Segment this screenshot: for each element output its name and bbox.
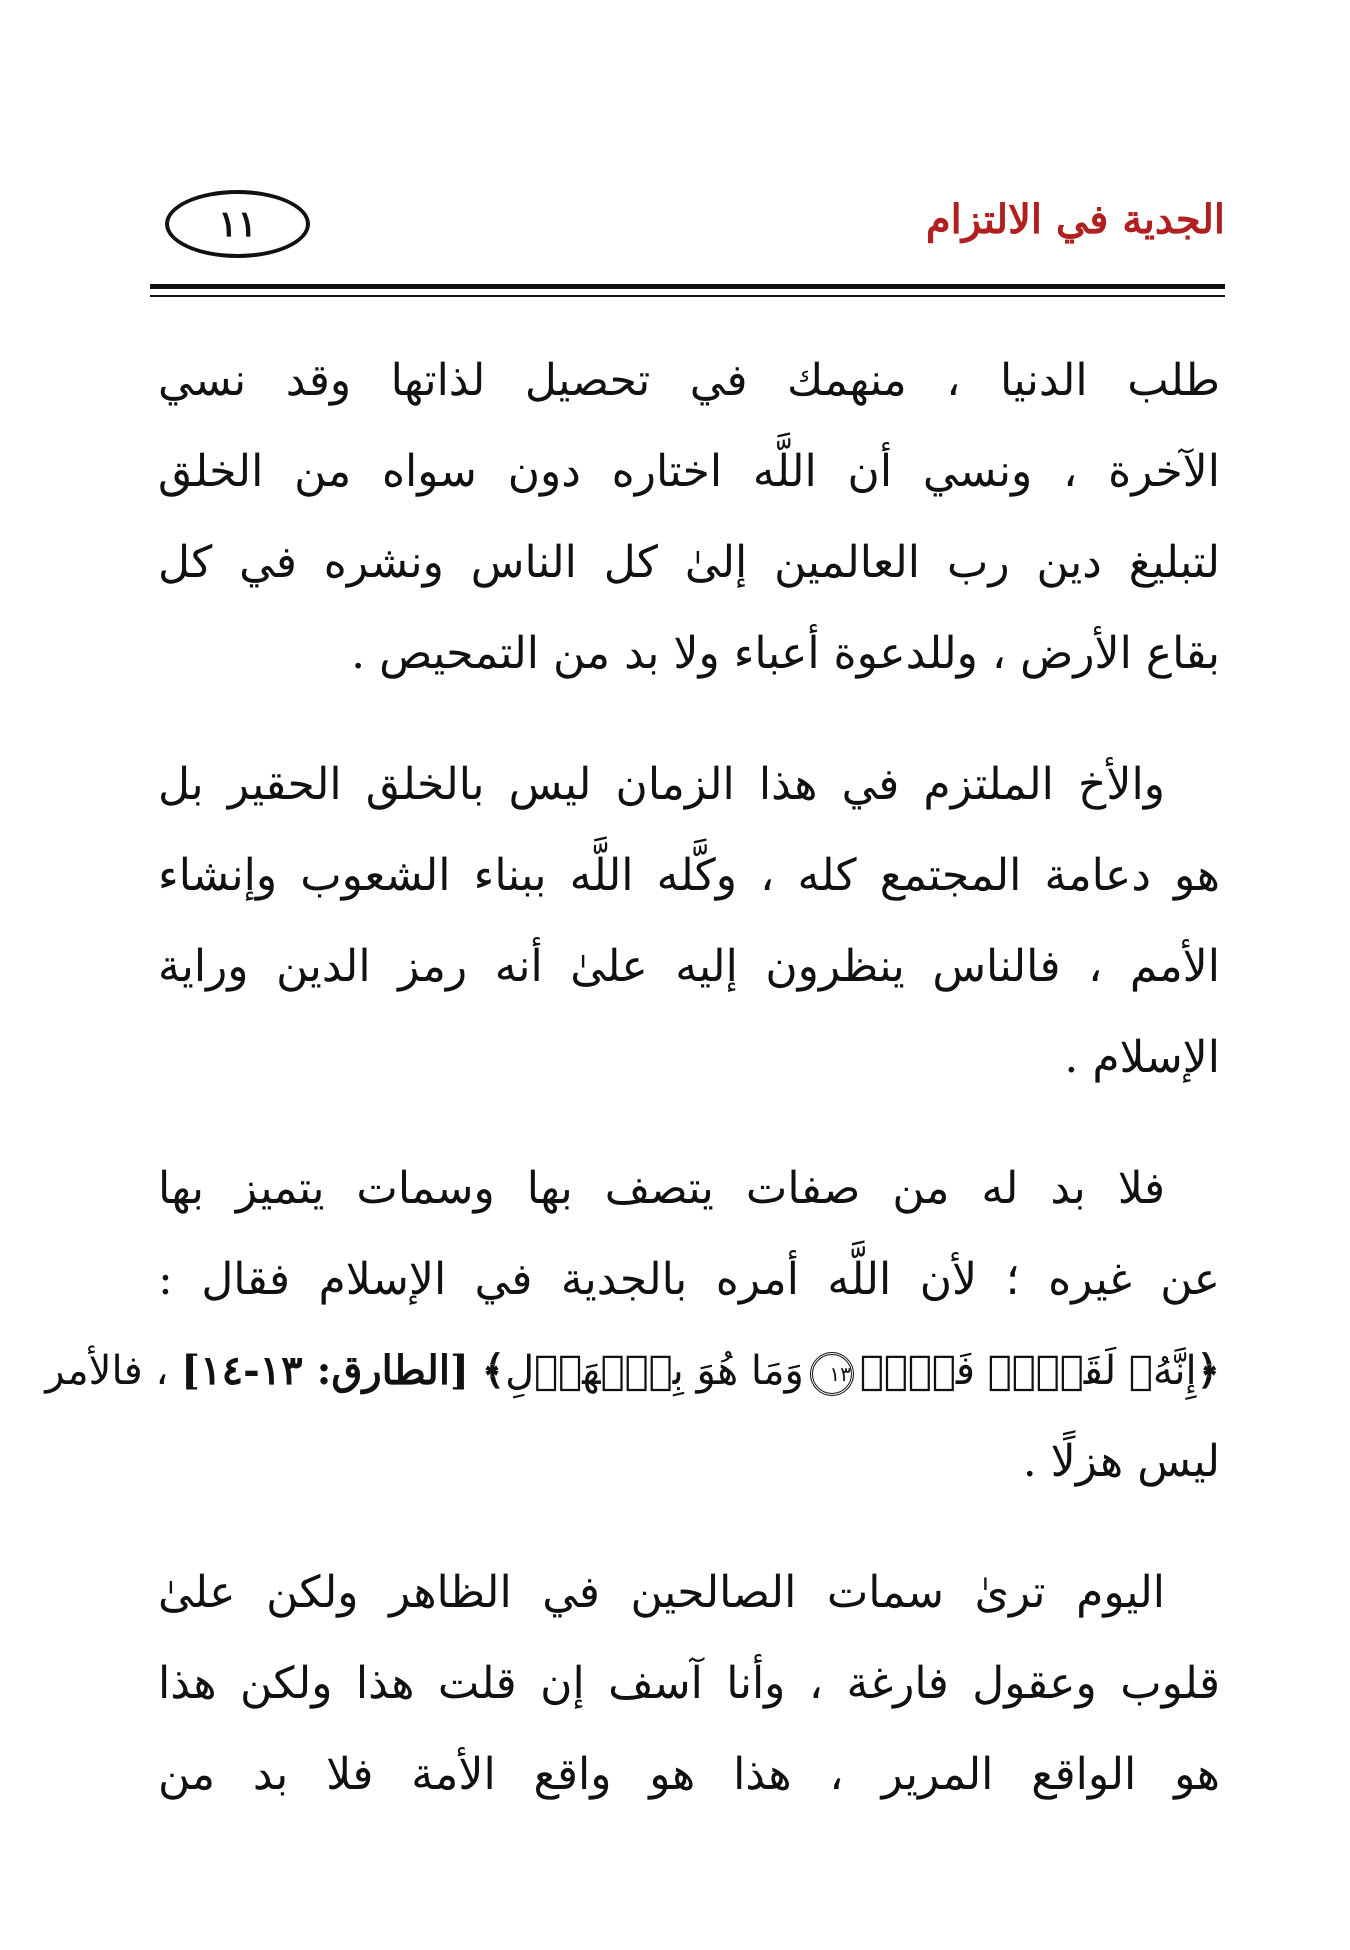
text-line: والأخ الملتزم في هذا الزمان ليس بالخلق الحقير بل	[158, 759, 1165, 810]
text-line: فلا بد له من صفات يتصف بها وسمات يتميز بها	[158, 1163, 1165, 1214]
header-rule-thick	[150, 284, 1225, 289]
text-line: هو الواقع المرير ، هذا هو واقع الأمة فلا بد من	[158, 1749, 1220, 1800]
text-line: ليس هزلًا .	[1022, 1436, 1220, 1487]
quran-verse-line	[45, 1325, 1220, 1416]
body-text	[45, 335, 1220, 1860]
text-line: قلوب وعقول فارغة ، وأنا آسف إن قلت هذا ولكن هذا	[158, 1658, 1220, 1709]
paragraph-4	[158, 1547, 1220, 1820]
verse-part-1: إِنَّهُۥ لَقَوۡلٞ فَصۡلٞ	[859, 1348, 1197, 1394]
text-line: اليوم ترىٰ سمات الصالحين في الظاهر ولكن علىٰ	[158, 1567, 1165, 1618]
text-line: لتبليغ دين رب العالمين إلىٰ كل الناس ونشره في كل	[158, 537, 1220, 588]
page-number: ١١	[218, 203, 257, 245]
verse-tail-text: ، فالأمر	[45, 1348, 169, 1394]
header-rule-thin	[150, 295, 1225, 297]
paragraph-2	[158, 739, 1220, 1103]
aya-number-marker: ١٣	[810, 1352, 854, 1396]
verse-close-bracket: ﴾	[481, 1347, 506, 1394]
running-header	[150, 190, 1225, 270]
page-number-badge	[165, 190, 310, 258]
text-line: عن غيره ؛ لأن اللَّه أمره بالجدية في الإسلام فقال :	[158, 1254, 1220, 1305]
verse-open-bracket: ﴿	[1196, 1347, 1220, 1394]
book-title: الجدية في الالتزام	[925, 196, 1225, 243]
text-line: الأمم ، فالناس ينظرون إليه علىٰ أنه رمز الدين وراية	[158, 941, 1220, 992]
text-line: الآخرة ، ونسي أن اللَّه اختاره دون سواه من الخلق	[158, 446, 1220, 497]
paragraph-1	[158, 335, 1220, 699]
text-line: الإسلام .	[1064, 1032, 1220, 1083]
text-line: طلب الدنيا ، منهمك في تحصيل لذاتها وقد نسي	[158, 355, 1220, 406]
text-line: بقاع الأرض ، وللدعوة أعباء ولا بد من التمحيص .	[351, 628, 1220, 679]
text-line: هو دعامة المجتمع كله ، وكَّله اللَّه ببناء الشعوب وإنشاء	[158, 850, 1220, 901]
verse-reference: [الطارق: ١٣-١٤]	[181, 1347, 469, 1394]
paragraph-3	[45, 1143, 1220, 1507]
verse-part-2: وَمَا هُوَ بِٱلۡهَزۡلِ	[505, 1348, 804, 1394]
